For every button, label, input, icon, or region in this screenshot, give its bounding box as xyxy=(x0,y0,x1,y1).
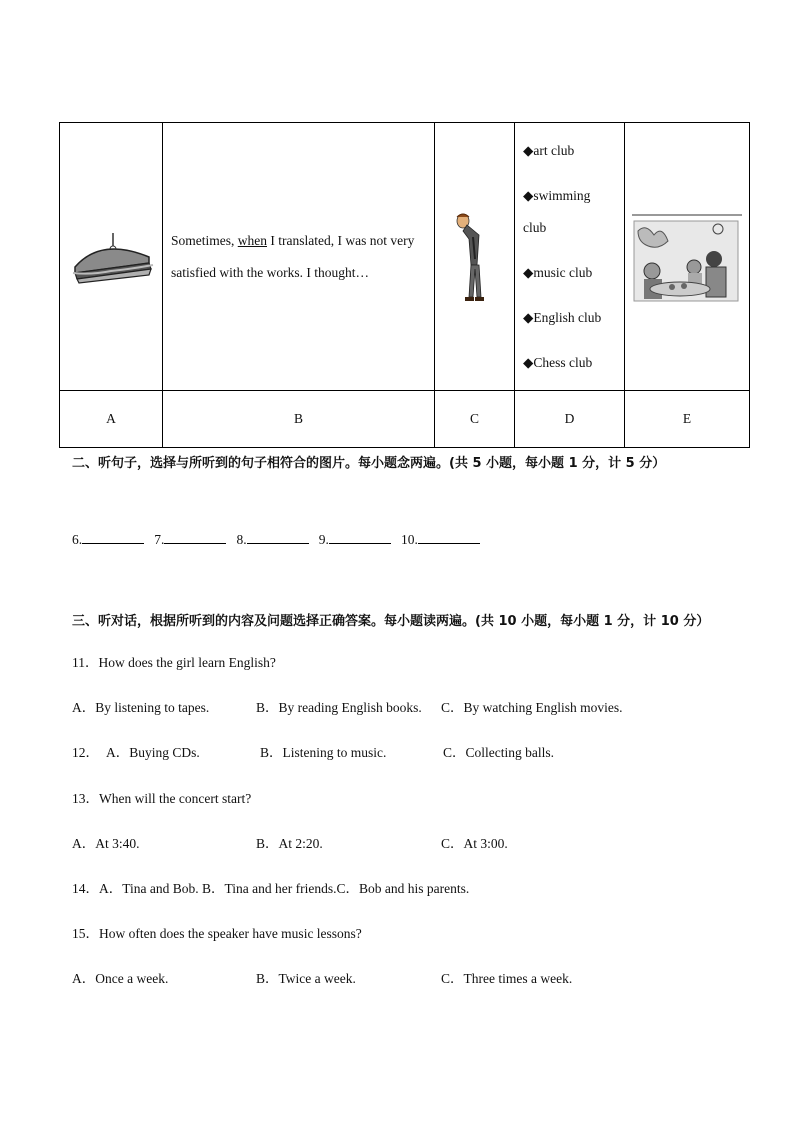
blank-label: 6. xyxy=(72,532,83,547)
q11-option-b: B．By reading English books. xyxy=(256,700,422,715)
answer-blank[interactable] xyxy=(329,531,391,544)
sandwich-icon xyxy=(61,227,161,287)
label-b: B xyxy=(163,391,435,448)
answer-blank[interactable] xyxy=(82,531,144,544)
b-text-after: I translated, I was not very satisfied with the works. I thought… xyxy=(171,232,415,280)
label-d: D xyxy=(515,391,625,448)
blank-label: 9. xyxy=(318,532,329,547)
q15-option-b: B．Twice a week. xyxy=(256,971,356,986)
cell-b xyxy=(163,123,435,391)
question-15: 15．How often does the speaker have music lessons? xyxy=(72,926,362,941)
q13-option-c: C．At 3:00. xyxy=(441,836,508,851)
label-a: A xyxy=(60,391,163,448)
section3-heading: 三、听对话，根据所听到的内容及问题选择正确答案。每小题读两遍。(共 10 小题，每小题 1 分，计 10 分） xyxy=(72,614,710,629)
club-item: club xyxy=(523,219,547,235)
club-item: ◆English club xyxy=(523,309,602,325)
b-text-before: Sometimes, xyxy=(171,232,238,248)
family-dinner-icon xyxy=(632,211,742,303)
question-14: 14．A．Tina and Bob. B．Tina and her friends.C．Bob and his parents. xyxy=(72,881,470,896)
label-e: E xyxy=(625,391,750,448)
section2-heading: 二、听句子，选择与所听到的句子相符合的图片。每小题念两遍。(共 5 小题，每小题 1 分，计 5 分） xyxy=(72,456,666,471)
cell-d xyxy=(515,123,625,391)
cell-c xyxy=(435,123,515,391)
q15-option-a: A．Once a week. xyxy=(72,971,169,986)
q12-option-a: A．Buying CDs. xyxy=(106,745,200,760)
q11-option-c: C．By watching English movies. xyxy=(441,700,623,715)
question-13: 13．When will the concert start? xyxy=(72,791,252,806)
q15-option-c: C．Three times a week. xyxy=(441,971,573,986)
label-c: C xyxy=(435,391,515,448)
blank-label: 7. xyxy=(154,532,165,547)
q13-option-a: A．At 3:40. xyxy=(72,836,140,851)
b-text-underlined: when xyxy=(237,232,267,248)
question-11: 11．How does the girl learn English? xyxy=(72,655,276,670)
answer-blanks xyxy=(72,531,480,548)
club-item: ◆Chess club xyxy=(523,354,593,370)
blank-label: 8. xyxy=(236,532,247,547)
answer-blank[interactable] xyxy=(418,531,480,544)
picture-table xyxy=(59,122,750,448)
q11-option-a: A．By listening to tapes. xyxy=(72,700,210,715)
answer-blank[interactable] xyxy=(247,531,309,544)
blank-label: 10. xyxy=(401,532,418,547)
cell-a xyxy=(60,123,163,391)
bowing-man-icon xyxy=(445,207,505,307)
cell-e xyxy=(625,123,750,391)
club-item: ◆swimming xyxy=(523,187,591,203)
q13-option-b: B．At 2:20. xyxy=(256,836,323,851)
q12-option-c: C．Collecting balls. xyxy=(443,745,554,760)
answer-blank[interactable] xyxy=(164,531,226,544)
club-item: ◆art club xyxy=(523,142,575,158)
club-item: ◆music club xyxy=(523,264,593,280)
q12-option-b: B．Listening to music. xyxy=(260,745,387,760)
question-12: 12． xyxy=(72,745,99,760)
